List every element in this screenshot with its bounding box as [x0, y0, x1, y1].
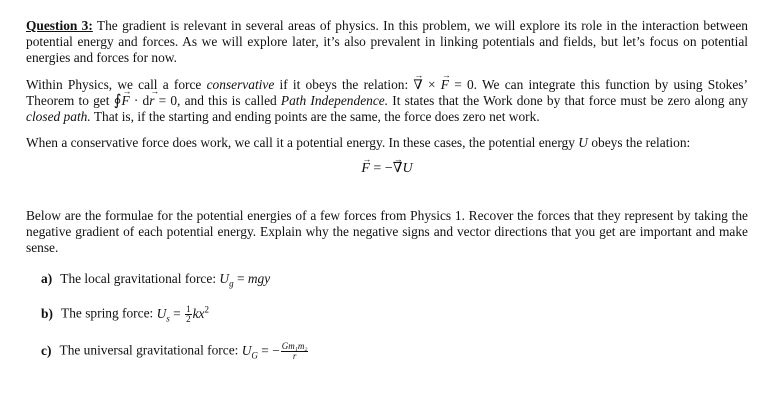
item-letter: b)	[41, 306, 53, 322]
fraction-denominator: 2	[186, 314, 191, 325]
fraction-numerator: Gm₁m₂	[281, 341, 308, 352]
text-segment: if it obeys the relation:	[279, 76, 409, 92]
text-segment: That is, if the starting and ending points are the same, the force does zero net work.	[93, 109, 540, 125]
question-intro-paragraph	[26, 18, 748, 67]
text-segment: It states that the Work done by that force must be zero along any	[392, 92, 748, 108]
text-segment: Within Physics, we call a force	[26, 76, 202, 92]
list-item-b	[41, 305, 748, 324]
potential-energy-paragraph	[26, 135, 748, 151]
var-u: U	[578, 135, 588, 151]
list-item-a	[41, 271, 748, 287]
text-segment: and this is called	[184, 92, 277, 108]
var-u: U	[402, 161, 413, 177]
item-label: The universal gravitational force:	[59, 343, 239, 359]
question-intro-text: The gradient is relevant in several areas of physics. In this problem, we will explore its role in the interaction between potential energy and forces. As we will explore later, it’s also prevalent in linking potentials and fields, but let’s focus on potential energies and forces for now.	[26, 18, 748, 66]
item-letter: c)	[41, 343, 52, 359]
text-segment: We can integrate this function by using Stokes’ Theorem to get	[26, 76, 748, 108]
fraction	[281, 342, 309, 361]
item-label: The spring force:	[61, 306, 154, 322]
formula-text: mgy	[247, 271, 271, 287]
contour-integral-symbol: ∮	[113, 92, 122, 109]
question-label: Question 3:	[26, 18, 93, 33]
text-segment: obeys the relation:	[591, 135, 691, 151]
item-label: The local gravitational force:	[60, 271, 217, 287]
loop-integral-equation: ∮→ F · d→ r = 0,	[114, 93, 181, 108]
equals-minus: = −	[373, 161, 393, 177]
curl-equals: = 0.	[454, 76, 477, 92]
fraction-numerator: 1	[186, 304, 191, 315]
r-vector: → r	[149, 93, 154, 109]
item-formula: $U_G$ = − $\frac{\text{Gm₁m₂}}{r}$	[241, 341, 308, 362]
term-closed-path: closed path.	[26, 109, 91, 125]
problem-page	[26, 18, 748, 379]
formula-text: kx	[192, 306, 205, 322]
text-segment: When a conservative force does work, we call it a potential energy. In these cases, the potential energy	[26, 135, 575, 151]
fraction	[185, 305, 192, 324]
list-item-c	[41, 342, 748, 361]
curl-equation: → ∇ × → F = 0.	[413, 77, 477, 92]
loop-equals: = 0,	[158, 92, 181, 108]
force-gradient-equation	[26, 161, 748, 177]
nabla-symbol: → ∇	[413, 77, 422, 93]
term-conservative: conservative	[206, 76, 275, 92]
item-formula: $U_s$ = $\frac{1}{2}$ $kx^2$	[156, 304, 209, 325]
force-vector: → F	[441, 77, 449, 93]
force-vector: → F	[361, 161, 370, 177]
term-path-independence: Path Independence.	[280, 92, 389, 108]
nabla-symbol: → ∇	[393, 161, 403, 177]
instructions-paragraph: Below are the formulae for the potential energies of a few forces from Physics 1. Recover the forces that they represent by taking the negative gradient of each potential energy. Explain why the negative signs and vector directions that you get are important and make sense.	[26, 207, 748, 256]
item-formula: $U_g$ = mgy	[219, 271, 271, 289]
item-letter: a)	[41, 271, 53, 287]
fraction-denominator: r	[292, 351, 297, 362]
conservative-force-paragraph	[26, 77, 748, 126]
force-vector: → F	[121, 93, 129, 109]
